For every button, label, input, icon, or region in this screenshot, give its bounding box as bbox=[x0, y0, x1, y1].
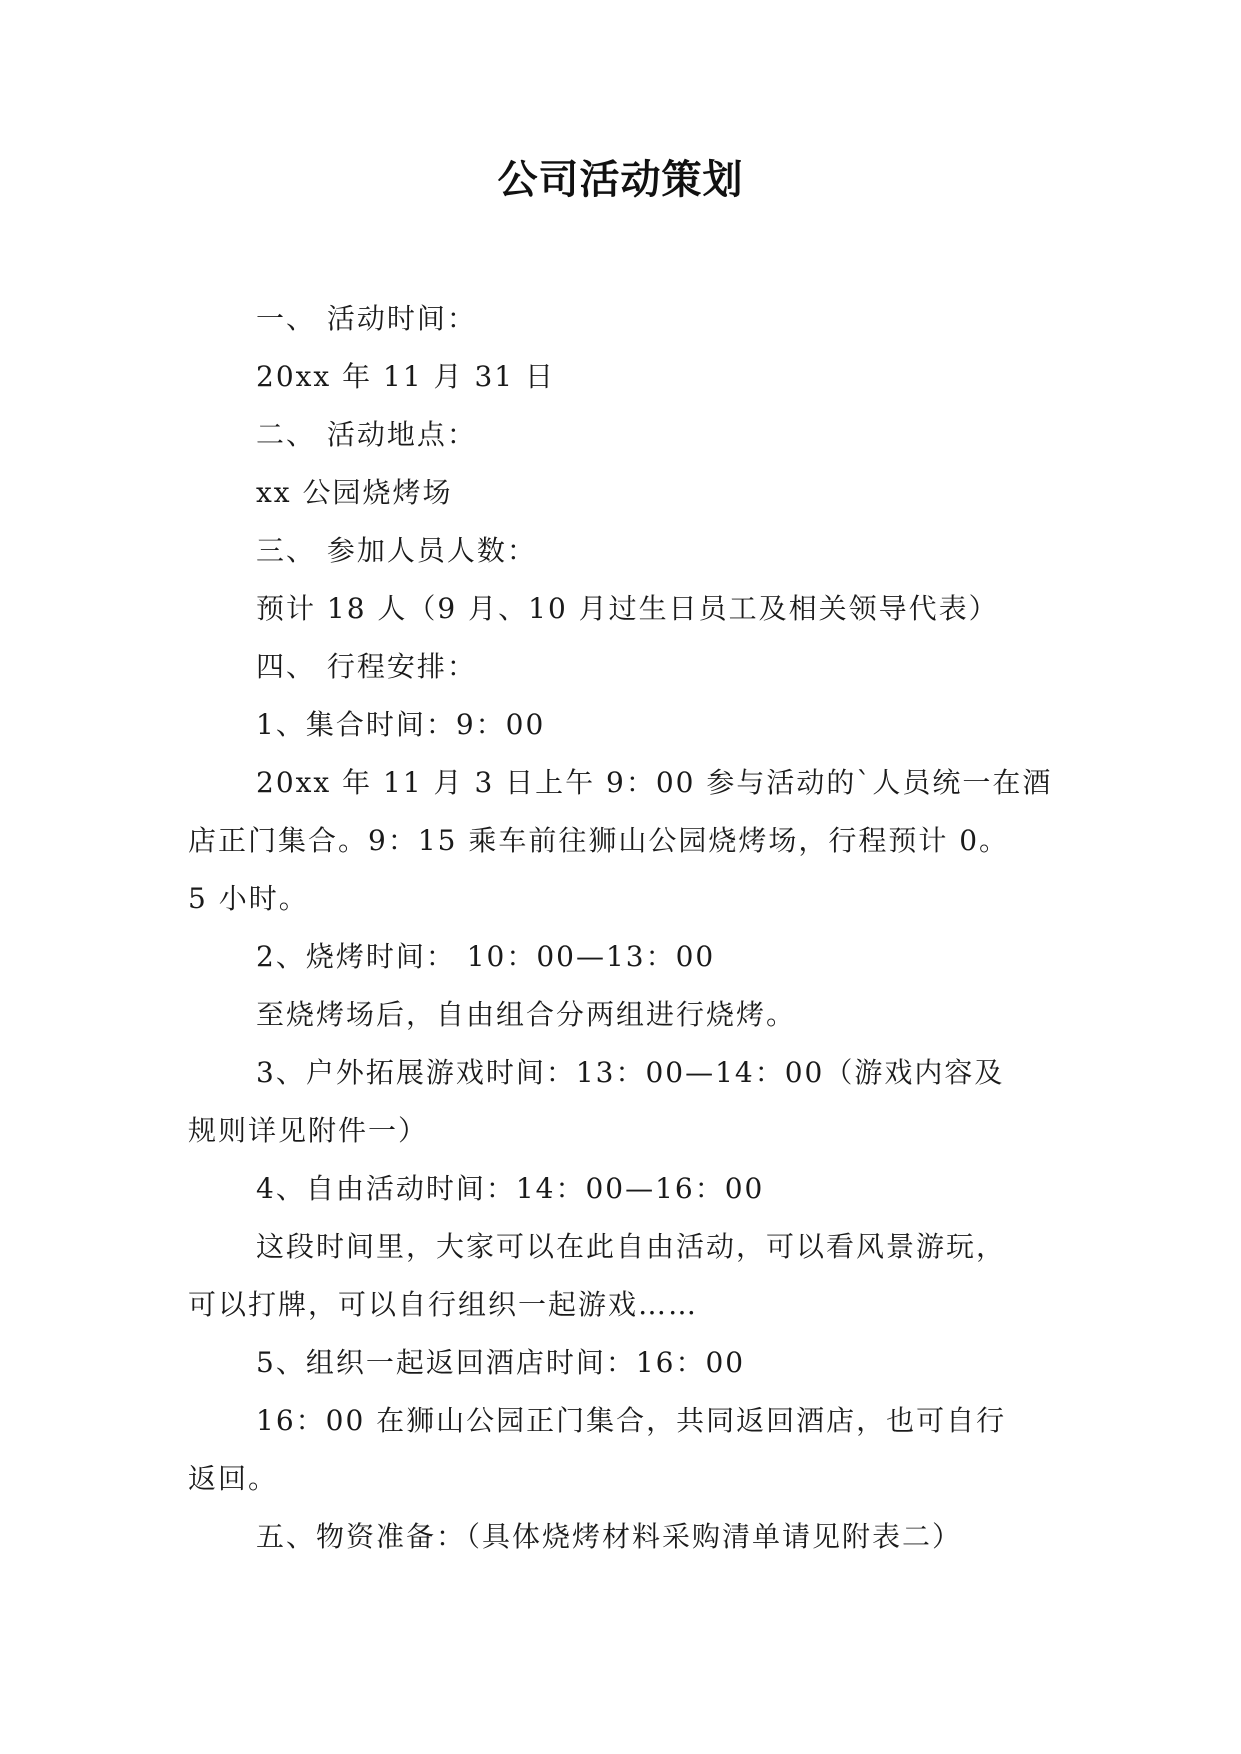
schedule-item-heading: 1、集合时间：9：00 bbox=[256, 708, 546, 741]
section-heading-supplies: 五、物资准备：（具体烧烤材料采购清单请见附表二） bbox=[256, 1520, 963, 1553]
section-heading-location: 二、 活动地点： bbox=[256, 418, 477, 451]
schedule-item-heading: 3、户外拓展游戏时间：13：00—14：00（游戏内容及 bbox=[256, 1056, 1005, 1089]
document-title: 公司活动策划 bbox=[497, 157, 744, 203]
paragraph-line: 至烧烤场后，自由组合分两组进行烧烤。 bbox=[256, 998, 797, 1031]
schedule-item-heading: 4、自由活动时间：14：00—16：00 bbox=[256, 1172, 765, 1205]
paragraph-line: 16：00 在狮山公园正门集合，共同返回酒店，也可自行 bbox=[256, 1404, 1007, 1437]
paragraph-line: 5 小时。 bbox=[188, 882, 309, 915]
paragraph-line: 可以打牌，可以自行组织一起游戏…… bbox=[188, 1288, 699, 1321]
section-heading-time: 一、 活动时间： bbox=[256, 302, 477, 335]
paragraph-line: 规则详见附件一） bbox=[188, 1114, 429, 1147]
section-heading-participants: 三、 参加人员人数： bbox=[256, 534, 537, 567]
paragraph-line: 预计 18 人（9 月、10 月过生日员工及相关领导代表） bbox=[256, 592, 999, 625]
paragraph-line: 这段时间里，大家可以在此自由活动，可以看风景游玩， bbox=[256, 1230, 1007, 1263]
section-heading-schedule: 四、 行程安排： bbox=[256, 650, 477, 683]
schedule-item-heading: 5、组织一起返回酒店时间：16：00 bbox=[256, 1346, 746, 1379]
paragraph-line: 返回。 bbox=[188, 1462, 279, 1495]
document-body bbox=[188, 290, 1054, 1566]
paragraph-line: xx 公园烧烤场 bbox=[256, 476, 453, 509]
paragraph-line: 店正门集合。9：15 乘车前往狮山公园烧烤场，行程预计 0。 bbox=[188, 824, 1010, 857]
paragraph-line: 20xx 年 11 月 3 日上午 9：00 参与活动的`人员统一在酒 bbox=[256, 766, 1053, 799]
paragraph-line: 20xx 年 11 月 31 日 bbox=[256, 360, 555, 393]
schedule-item-heading: 2、烧烤时间： 10：00—13：00 bbox=[256, 940, 716, 973]
